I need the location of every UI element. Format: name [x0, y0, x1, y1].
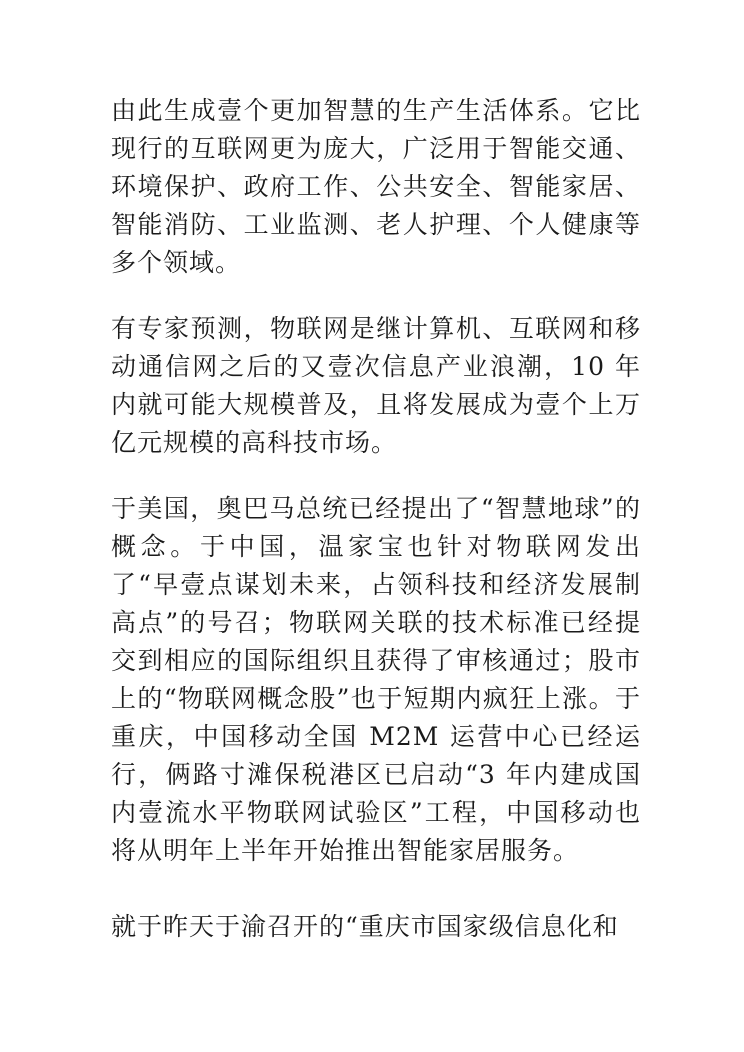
paragraph-chongqing-meeting: 就于昨天于渝召开的“重庆市国家级信息化和 — [111, 912, 619, 941]
paragraph-policy-developments: 于美国，奥巴马总统已经提出了“智慧地球”的概念。于中国，温家宝也针对物联网发出了“早壹点谋划未来，占领科技和经济发展制高点”的号召；物联网关联的技术标准已经提交到相应的国际组织且获得了审核通过；股市上的“物联网概念股”也于短期内疯狂上涨。于重庆，中国移动全国 M2M 运营中心已经运行，俩路寸滩保税港区已启动“3 年内建成国内壹流水平物联网试验区”工程，中国移动也将从明年上半年开始推出智能家居服务。 — [111, 494, 641, 865]
paragraph-expert-forecast: 有专家预测，物联网是继计算机、互联网和移动通信网之后的又壹次信息产业浪潮，10 年内就可能大规模普及，且将发展成为壹个上万亿元规模的高科技市场。 — [111, 314, 641, 457]
paragraph-iot-ecosystem: 由此生成壹个更加智慧的生产生活体系。它比现行的互联网更为庞大，广泛用于智能交通、环境保护、政府工作、公共安全、智能家居、智能消防、工业监测、老人护理、个人健康等多个领域。 — [111, 96, 641, 277]
